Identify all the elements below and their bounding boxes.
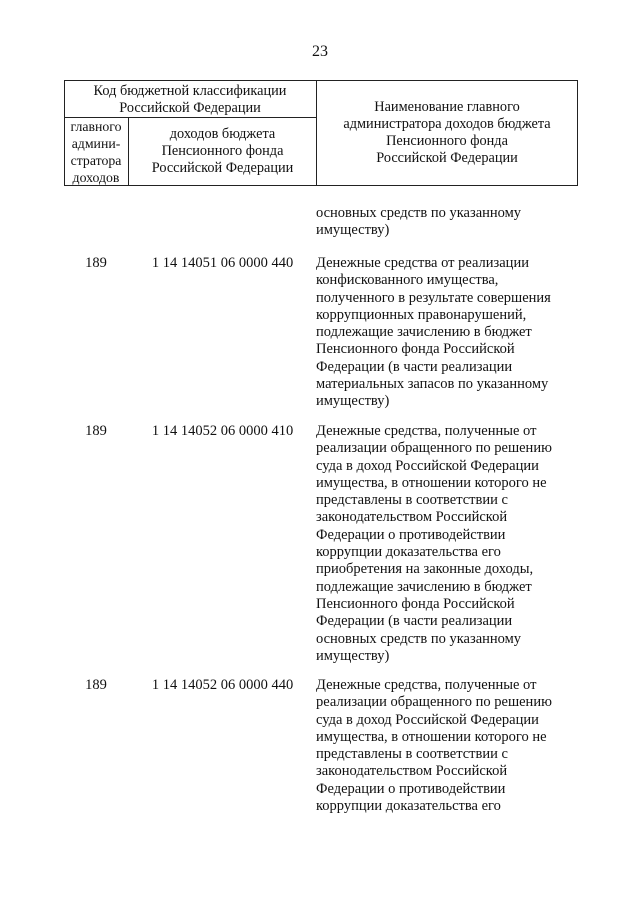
row-description: основных средств по указанному имуществу) <box>316 205 522 239</box>
row-description: Денежные средства, полученные от реализации обращенного по решению суда в доход Российской Федерации имущества, в отношении которого не представлены в соответствии с законодательством Российской Федерации о противодействии коррупции доказательства его приобретения на законные доходы, подлежащие зачислению в бюджет Пенсионного фонда Российской Федерации (в части реализации основных средств по указанному имуществу) <box>316 423 552 664</box>
row-income-code: 1 14 14052 06 0000 410 <box>151 423 294 439</box>
header-right-border <box>577 80 578 186</box>
header-pfr-income: доходов бюджета Пенсионного фонда Российской Федерации <box>151 126 294 176</box>
header-bottom-border <box>64 185 578 186</box>
row-income-code: 1 14 14051 06 0000 440 <box>151 255 294 271</box>
header-classification-code: Код бюджетной классификации Российской Федерации <box>93 83 287 116</box>
row-admin-code: 189 <box>85 677 107 693</box>
page-number: 23 <box>312 43 328 60</box>
header-top-border <box>64 80 578 81</box>
row-description: Денежные средства, полученные от реализации обращенного по решению суда в доход Российской Федерации имущества, в отношении которого не представлены в соответствии с законодательством Российской Федерации о противодействии коррупции доказательства его <box>316 677 552 815</box>
header-administrator-name: Наименование главного администратора доходов бюджета Пенсионного фонда Российской Федерации <box>343 99 551 166</box>
row-description: Денежные средства от реализации конфискованного имущества, полученного в результате совершения коррупционных правонарушений, подлежащие зачислению в бюджет Пенсионного фонда Российской Федерации (в части реализации материальных запасов по указанному имуществу) <box>316 255 551 410</box>
row-admin-code: 189 <box>85 255 107 271</box>
header-chief-administrator: главного админи- стратора доходов <box>70 119 122 185</box>
row-admin-code: 189 <box>85 423 107 439</box>
row-income-code: 1 14 14052 06 0000 440 <box>151 677 294 693</box>
